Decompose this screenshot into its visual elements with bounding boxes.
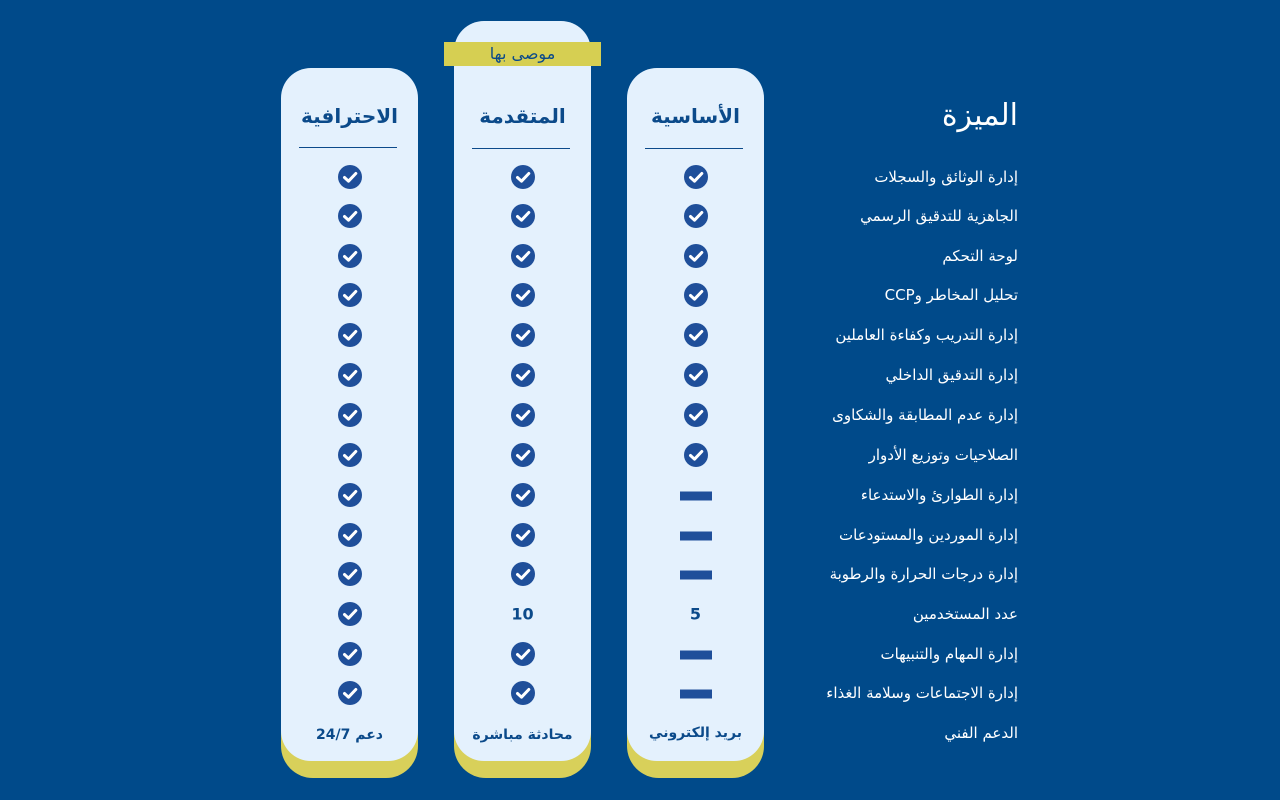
check-icon (281, 244, 418, 268)
feature-label: إدارة الموردين والمستودعات (839, 526, 1018, 544)
plan-pro-support: دعم 24/7 (316, 727, 383, 743)
recommended-badge: موصى بها (444, 42, 601, 66)
check-icon (281, 642, 418, 666)
check-icon (627, 283, 764, 307)
check-icon (454, 681, 591, 705)
user-count-value: 5 (689, 604, 702, 624)
plan-advanced-support: محادثة مباشرة (472, 727, 573, 743)
feature-label: إدارة درجات الحرارة والرطوبة (829, 565, 1018, 583)
feature-label: إدارة عدم المطابقة والشكاوى (832, 406, 1018, 424)
feature-label: إدارة التدريب وكفاءة العاملين (835, 326, 1018, 344)
check-icon (454, 283, 591, 307)
check-icon (454, 483, 591, 507)
check-icon (281, 562, 418, 586)
plan-advanced-divider (472, 148, 570, 149)
user-count-value: 10 (511, 604, 534, 624)
check-icon (627, 363, 764, 387)
check-icon (627, 443, 764, 467)
plan-pro-title: الاحترافية (300, 104, 398, 128)
dash-icon (627, 526, 764, 545)
dash-icon (627, 645, 764, 664)
check-icon (454, 562, 591, 586)
feature-label: الجاهزية للتدقيق الرسمي (860, 207, 1018, 225)
plan-basic-divider (645, 148, 743, 149)
check-icon (454, 403, 591, 427)
plan-basic-title: الأساسية (651, 104, 740, 128)
check-icon (281, 523, 418, 547)
dash-icon (627, 684, 764, 703)
check-icon (627, 165, 764, 189)
feature-label: الصلاحيات وتوزيع الأدوار (868, 446, 1018, 464)
dash-icon (627, 565, 764, 584)
feature-label: إدارة الوثائق والسجلات (874, 168, 1018, 186)
check-icon (627, 403, 764, 427)
feature-label: الدعم الفني (944, 724, 1018, 742)
check-icon (281, 323, 418, 347)
check-icon (627, 244, 764, 268)
feature-label: تحليل المخاطر وCCP (884, 286, 1018, 304)
feature-label: إدارة الطوارئ والاستدعاء (860, 486, 1018, 504)
check-icon (627, 323, 764, 347)
check-icon (281, 283, 418, 307)
check-icon (454, 165, 591, 189)
check-icon (281, 483, 418, 507)
feature-label: إدارة المهام والتنبيهات (880, 645, 1018, 663)
check-icon (281, 602, 418, 626)
user-count (454, 605, 591, 624)
check-icon (454, 244, 591, 268)
check-icon (454, 642, 591, 666)
plan-pro-divider (299, 147, 397, 148)
check-icon (281, 681, 418, 705)
check-icon (281, 403, 418, 427)
plan-basic-support: بريد إلكتروني (649, 725, 742, 741)
feature-label: عدد المستخدمين (912, 605, 1018, 623)
check-icon (454, 443, 591, 467)
check-icon (454, 204, 591, 228)
dash-icon (627, 486, 764, 505)
plan-advanced-title: المتقدمة (479, 104, 566, 128)
check-icon (454, 523, 591, 547)
feature-label: لوحة التحكم (942, 247, 1018, 265)
check-icon (281, 165, 418, 189)
feature-label: إدارة الاجتماعات وسلامة الغذاء (826, 684, 1018, 702)
check-icon (281, 443, 418, 467)
user-count (627, 605, 764, 624)
check-icon (281, 204, 418, 228)
feature-label: إدارة التدقيق الداخلي (885, 366, 1018, 384)
check-icon (454, 363, 591, 387)
check-icon (627, 204, 764, 228)
check-icon (281, 363, 418, 387)
check-icon (454, 323, 591, 347)
feature-header: الميزة (941, 98, 1018, 133)
